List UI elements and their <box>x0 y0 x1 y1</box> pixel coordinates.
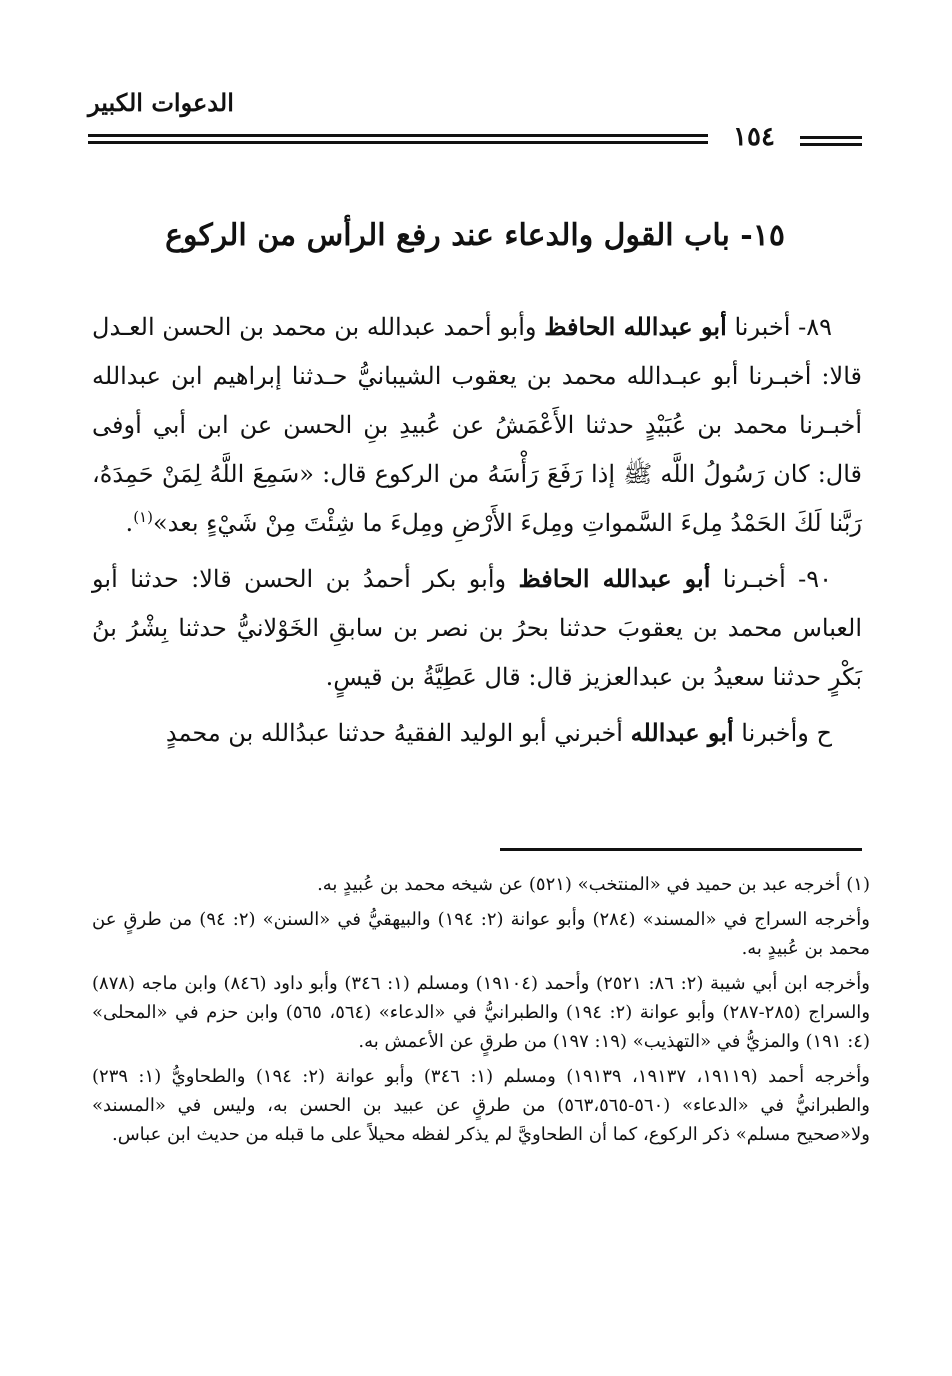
footnote-ref: (١) <box>133 508 153 526</box>
footnotes <box>92 870 870 1155</box>
hadith-89 <box>92 302 862 548</box>
running-title: الدعوات الكبير <box>88 88 234 117</box>
header-rule-top <box>88 134 708 137</box>
narrator-name: أبو عبدالله الحافظ <box>544 312 727 341</box>
footnote-1: (١) أخرجه عبد بن حميد في «المنتخب» (٥٢١) عن شيخه محمد بن عُبيدٍ به. <box>317 874 870 895</box>
header-rule-bottom <box>88 141 708 144</box>
chapter-title: ١٥- باب القول والدعاء عند رفع الرأس من الركوع <box>165 218 785 253</box>
para-lead: ٨٩- أخبرنا <box>726 313 832 341</box>
narrator-name: أبو عبدالله <box>630 718 734 747</box>
footnote-separator <box>500 848 862 851</box>
body-text <box>92 302 862 764</box>
footnote-1-continued: وأخرجه أحمد (١٩١١٩، ١٩١٣٧، ١٩١٣٩) ومسلم (١: ٣٤٦) وأبو عوانة (٢: ١٩٤) والطحاويُّ (١: ٢٣٩) والطبرانيُّ في «الدعاء» (٥٦٠-٥٦٣،٥٦٥) من طرقٍ عن عبيد بن الحسن به، وليس في «المسند» ولا«صحيح مسلم» ذكر الركوع، كما أن الطحاويَّ لم يذكر لفظه محيلاً على ما قبله من حديث ابن عباس. <box>92 1066 870 1145</box>
hadith-90-alt-chain <box>92 708 862 758</box>
page-number-rule-top <box>800 136 862 139</box>
footnote-1-continued: وأخرجه السراج في «المسند» (٢٨٤) وأبو عوانة (٢: ١٩٤) والبيهقيُّ في «السنن» (٢: ٩٤) من طرقٍ عن محمد بن عُبيدٍ به. <box>92 909 870 959</box>
para-end: . <box>125 509 134 537</box>
hadith-90 <box>92 554 862 702</box>
para-lead: ٩٠- أخبـرنا <box>710 565 832 593</box>
page-number: ١٥٤ <box>733 122 775 152</box>
para-text: وأبو بكر أحمدُ بن الحسن قالا: حدثنا أبو العباس محمد بن يعقوبَ حدثنا بحرُ بن نصر بن سابقِ الخَوْلانيُّ حدثنا بِشْرُ بنُ بَكْرٍ حدثنا سعيدُ بن عبدالعزيز قال: قال عَطِيَّةُ بن قيسٍ. <box>92 565 862 691</box>
para-lead: ح وأخبرنا <box>733 719 832 747</box>
narrator-name: أبو عبدالله الحافظ <box>518 564 711 593</box>
page-number-rule-bottom <box>800 143 862 146</box>
para-text: وأبو أحمد عبدالله بن محمد بن الحسن العـدل قالا: أخبـرنا أبو عبـدالله محمد بن يعقوب الشيبانيُّ حـدثنا إبراهيم ابن عبدالله أخبـرنا محمد بن عُبَيْدٍ حدثنا الأَعْمَشُ عن عُبيدِ بنِ الحسن عن ابن أبي أوفى قال: كان رَسُولُ اللَّه ﷺ إذا رَفَعَ رَأْسَهُ من الركوع قال: «سَمِعَ اللَّهُ لِمَنْ حَمِدَهُ، رَبَّنا لَكَ الحَمْدُ مِلءَ السَّمواتِ ومِلءَ الأَرْضِ ومِلءَ ما شِئْتَ مِنْ شَيْءٍ بعد» <box>92 313 862 537</box>
footnote-1-continued: وأخرجه ابن أبي شيبة (٢: ٨٦: ٢٥٢١) وأحمد (١٩١٠٤) ومسلم (١: ٣٤٦) وأبو داود (٨٤٦) وابن ماجه (٨٧٨) والسراج (٢٨٥-٢٨٧) وأبو عوانة (٢: ١٩٤) والطبرانيُّ في «الدعاء» (٥٦٤، ٥٦٥) وابن حزم في «المحلى» (٤: ١٩١) والمزيُّ في «التهذيب» (١٩: ١٩٧) من طرقٍ عن الأعمش به. <box>92 973 871 1052</box>
para-text: أخبرني أبو الوليد الفقيهُ حدثنا عبدُالله بن محمدٍ <box>165 719 631 747</box>
